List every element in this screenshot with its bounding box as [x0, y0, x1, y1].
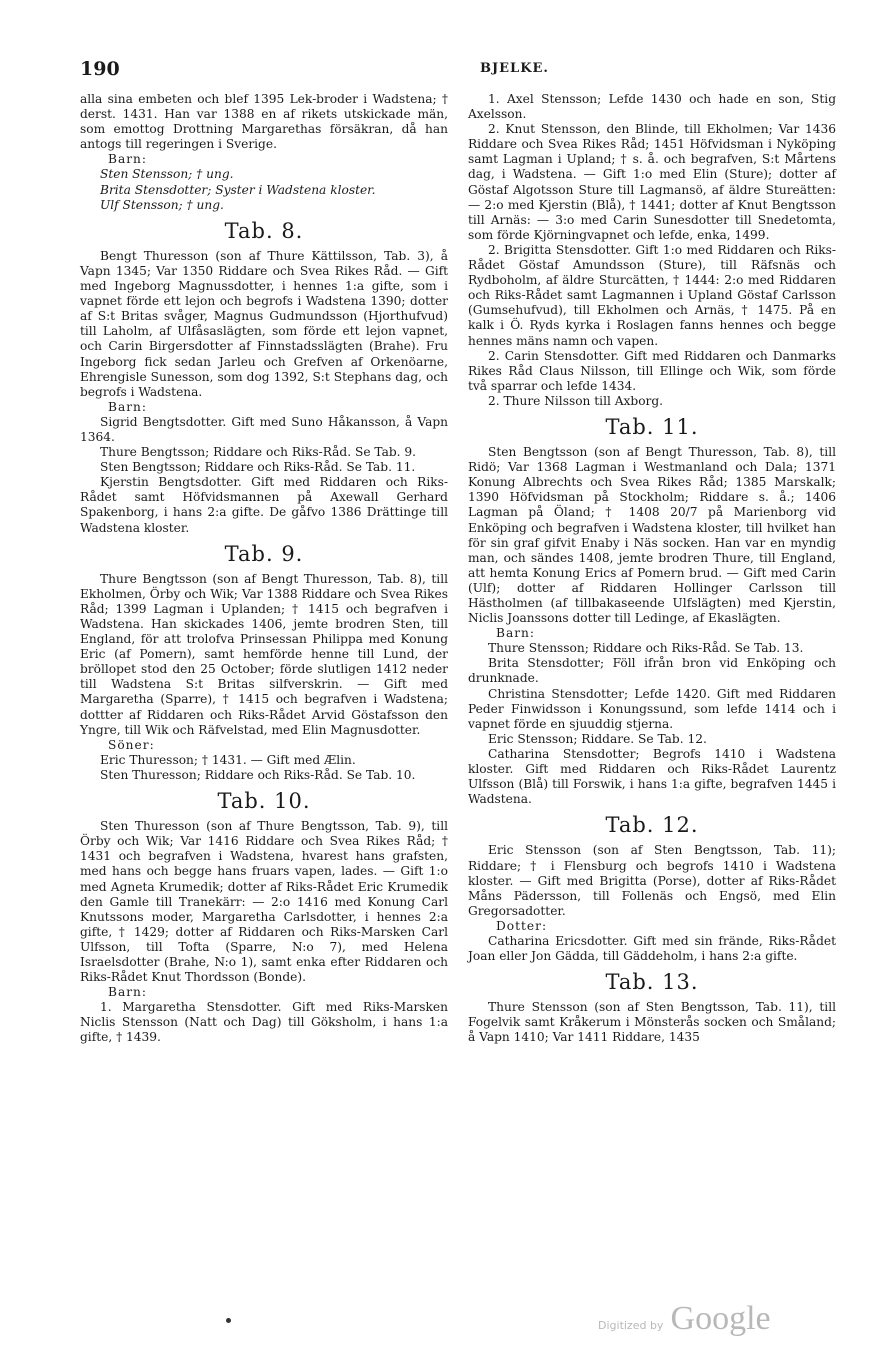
child-entry: Sten Stensson; † ung. — [100, 167, 234, 182]
child-entry: 1. Axel Stensson; Lefde 1430 och hade en son, Stig Axelsson. — [468, 92, 836, 122]
tab-12-text: Eric Stensson (son af Sten Bengtsson, Tab. 11); Riddare; † i Flensburg och begrofs 1410 i Wadstena kloster. — Gift med Brigitta (Porse), dotter af Riks-Rådet Måns Pädersson, till Follenäs och Engsö, med Elin Gregorsadotter. — [468, 843, 836, 918]
google-watermark — [598, 1300, 771, 1338]
google-logo: Google — [670, 1300, 771, 1337]
barn-label: Barn: — [108, 399, 148, 414]
page-number: 190 — [80, 58, 120, 80]
tab-12-heading: Tab. 12. — [605, 813, 699, 838]
page-header — [80, 58, 810, 82]
child-entry: Catharina Ericsdotter. Gift med sin frände, Riks-Rådet Joan eller Jon Gädda, till Gäddeholm, i hans 2:a gifte. — [468, 933, 836, 964]
tab-8-text: Bengt Thuresson (son af Thure Kättilsson, Tab. 3), å Vapn 1345; Var 1350 Riddare och Svea Rikes Råd. — Gift med Ingeborg Magnussdotter, i hennes 1:a gifte, som i vapnet förde ett lejon och begrofs i Wadstena 1390; dotter af S:t Britas svåger, Magnus Gudmundsson (Hjorthufvud) till Laholm, af Ulfåsaslägten, som förde ett lejon vapnet, och Carin Birgersdotter af Finnstadsslägten (Brahe). Fru Ingeborg fick sedan Jarleu och Grefven af Orkenöarne, Ehrengisle Sunesson, som dog 1392, S:t Stephans dag, och begrofs i Wadstena. — [80, 248, 448, 399]
tab-9-text: Thure Bengtsson (son af Bengt Thuresson, Tab. 8), till Ekholmen, Örby och Wik; Var 1388 Riddare och Svea Rikes Råd; 1399 Lagman i Uplanden; † 1415 och begrafven i Wadstena. Han skickades 1406, jemte brodren Sten, till England, för att trolofva Prinsessan Philippa med Konung Eric (af Pomern), samt hemförde henne till Lund, der bröllopet stod den 25 October; förde slutligen 1412 neder till Wadstena S:t Britas silfverskrin. — Gift med Margaretha (Sparre), † 1415 och begrafven i Wadstena; dottter af Riddaren och Riks-Rådet Arvid Göstafsson den Yngre, till Wik och Räfvelstad, med Elin Magnusdotter. — [80, 571, 448, 737]
child-entry: Christina Stensdotter; Lefde 1420. Gift med Riddaren Peder Finwidsson i Konungssund, som lefde 1414 och i vapnet förde en sjuuddig stjerna. — [468, 686, 836, 731]
right-column — [468, 92, 836, 1046]
tab-9-heading: Tab. 9. — [224, 541, 304, 566]
tab-11-heading: Tab. 11. — [605, 414, 699, 439]
child-entry: Eric Stensson; Riddare. Se Tab. 12. — [488, 731, 707, 746]
tab-11-text: Sten Bengtsson (son af Bengt Thuresson, Tab. 8), till Ridö; Var 1368 Lagman i Westmanland och Dala; 1371 Konung Albrechts och Svea Rikes Råd; 1385 Marskalk; 1390 Höfvidsman på Stockholm; Riddare s. å.; 1406 Lagman på Öland; † 1408 20/7 på Marienborg vid Enköping och begrafven i Wadstena kloster, till hvilket han för sin graf gifvit Enaby i Näs socken. Han var en myndig man, och sändes 1408, jemte brodren Thure, till England, att hemta Konung Erics af Pomern brud. — Gift med Carin (Ulf); dotter af Riddaren Hollinger Carlsson till Hästholmen (af tillbakaseende Ulfslägten) med Kjerstin, Niclis Joanssons dotter till Ledinge, af Ekaslägten. — [468, 445, 836, 626]
child-entry: Sten Bengtsson; Riddare och Riks-Råd. Se Tab. 11. — [100, 460, 416, 475]
child-entry: 2. Brigitta Stensdotter. Gift 1:o med Riddaren och Riks-Rådet Göstaf Amundsson (Sture), till Räfsnäs och Rydboholm, af äldre Sturcätten, † 1444: 2:o med Riddaren och Riks-Rådet samt Lagmannen i Upland Göstaf Carlsson (Gumsehufvud), till Ekholmen och Arnäs, † 1475. På en kalk i Ö. Ryds kyrka i Roslagen fanns hennes och begge hennes mäns namn och vapen. — [468, 242, 836, 348]
barn-label: Barn: — [108, 985, 148, 1000]
soner-label: Söner: — [108, 737, 155, 752]
child-entry: Sten Thuresson; Riddare och Riks-Råd. Se Tab. 10. — [100, 767, 416, 782]
tab-13-text: Thure Stensson (son af Sten Bengtsson, Tab. 11), till Fogelvik samt Kråkerum i Mönsterås socken och Småland; å Vapn 1410; Var 1411 Riddare, 1435 — [468, 1000, 836, 1045]
child-entry: Sigrid Bengtsdotter. Gift med Suno Håkansson, å Vapn 1364. — [80, 414, 448, 444]
child-entry: Thure Stensson; Riddare och Riks-Råd. Se Tab. 13. — [488, 641, 804, 656]
tab-10-text: Sten Thuresson (son af Thure Bengtsson, Tab. 9), till Örby och Wik; Var 1416 Riddare och Svea Rikes Råd; † 1431 och begrafven i Wadstena, hvarest hans grafsten, med hans och begge hans fruars vapen, lades. — Gift 1:o med Agneta Krumedik; dotter af Riks-Rådet Eric Krumedik den Gamle till Tranekärr: — 2:o 1416 med Konung Carl Knutssons moder, Margaretha Carlsdotter, i hennes 2:a gifte, † 1429; dotter af Riddaren och Riks-Marsken Carl Ulfsson, till Tofta (Sparre, N:o 7), med Helena Israelsdotter (Brahe, N:o 1), samt enka efter Riddaren och Riks-Rådet Knut Thordsson (Bonde). — [80, 819, 448, 985]
intro-paragraph: alla sina embeten och blef 1395 Lek-broder i Wadstena; † derst. 1431. Han var 1388 en af rikets utskickade män, som emottog Drottning Margarethas försäkran, då han antogs till regeringen i Sverige. — [80, 92, 448, 152]
child-entry: Brita Stensdotter; Föll ifrån bron vid Enköping och drunknade. — [468, 656, 836, 686]
child-entry: 2. Knut Stensson, den Blinde, till Ekholmen; Var 1436 Riddare och Svea Rikes Råd; 1451 Höfvidsman i Nyköping samt Lagman i Upland; † s. å. och begrafven, S:t Mårtens dag, i Wadstena. — Gift 1:o med Elin (Sture); dotter af Göstaf Algotsson Sture till Lagmansö, af äldre Stureätten: — 2:o med Kjerstin (Blå), † 1441; dotter af Knut Bengtsson till Arnäs: — 3:o med Carin Sunesdotter till Snedetomta, som förde Kjörningvapnet och lefde, enka, 1499. — [468, 122, 836, 242]
watermark-small-text: Digitized by — [598, 1319, 664, 1332]
child-entry: Eric Thuresson; † 1431. — Gift med Ælin. — [100, 752, 356, 767]
running-head: BJELKE. — [480, 61, 549, 76]
barn-label: Barn: — [108, 152, 148, 167]
child-entry: Kjerstin Bengtsdotter. Gift med Riddaren och Riks-Rådet samt Höfvidsmannen på Axewall Gerhard Spakenborg, i hans 2:a gifte. De gåfvo 1386 Drättinge till Wadstena kloster. — [80, 475, 448, 535]
ink-speck — [226, 1318, 231, 1323]
child-entry: Catharina Stensdotter; Begrofs 1410 i Wadstena kloster. Gift med Riddaren och Riks-Rådet Laurentz Ulfsson (Blå) till Forswik, i hans 1:a gifte, begrafven 1445 i Wadstena. — [468, 746, 836, 807]
left-column — [80, 92, 448, 1046]
dotter-label: Dotter: — [496, 918, 548, 933]
child-entry: 2. Carin Stensdotter. Gift med Riddaren och Danmarks Rikes Råd Claus Nilsson, till Ellinge och Wik, som förde två sparrar och lefde 1434. — [468, 348, 836, 393]
child-entry: Ulf Stensson; † ung. — [100, 197, 224, 212]
child-entry: Brita Stensdotter; Syster i Wadstena kloster. — [100, 182, 376, 197]
tab-13-heading: Tab. 13. — [605, 970, 699, 995]
tab-8-heading: Tab. 8. — [224, 218, 304, 243]
barn-label: Barn: — [496, 626, 536, 641]
tab-10-heading: Tab. 10. — [217, 789, 311, 814]
child-entry: 1. Margaretha Stensdotter. Gift med Riks-Marsken Niclis Stensson (Natt och Dag) till Göksholm, i hans 1:a gifte, † 1439. — [80, 1000, 448, 1045]
child-entry: Thure Bengtsson; Riddare och Riks-Råd. Se Tab. 9. — [100, 445, 417, 460]
child-entry: 2. Thure Nilsson till Axborg. — [488, 393, 664, 408]
